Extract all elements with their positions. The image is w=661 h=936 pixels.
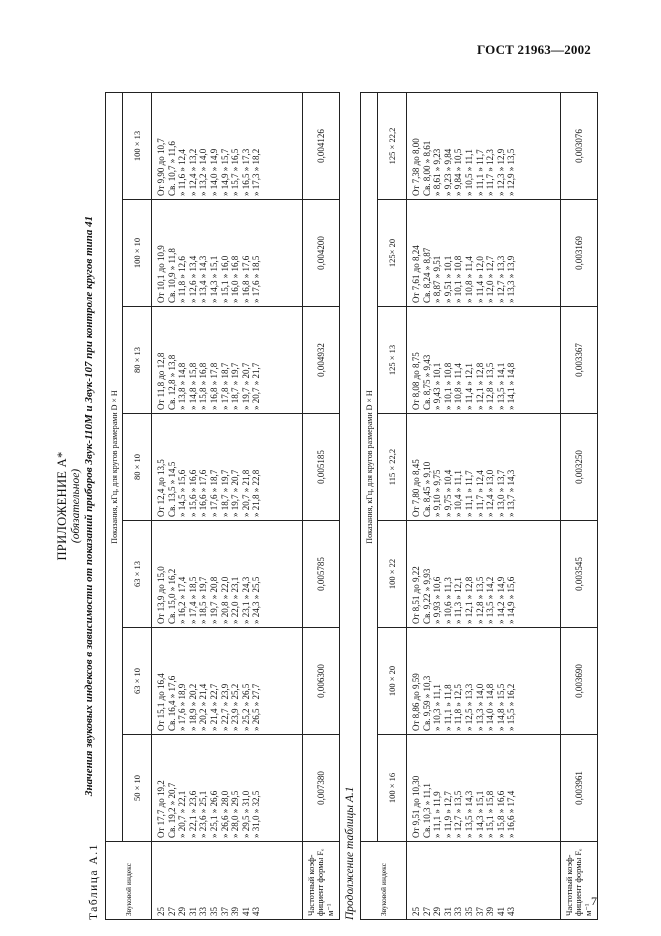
- reading-range: » 31,0 » 32,5: [251, 790, 262, 838]
- reading-range: От 8,08 до 8,75: [411, 352, 421, 410]
- coefficient-value: 0,007380: [303, 735, 340, 842]
- reading-range: » 16,8 » 17,8: [208, 362, 219, 410]
- reading-range: » 11,1 » 11,7: [463, 470, 474, 517]
- header-row: [361, 93, 378, 920]
- readings-column: [152, 307, 303, 414]
- reading-range: » 9,75 » 10,4: [442, 469, 453, 517]
- sound-index-values: [152, 842, 303, 920]
- header-row: [106, 93, 123, 920]
- readings-group-header: Показания, кГц, для кругов размерами D × H: [361, 93, 378, 842]
- reading-range: » 12,8 » 13,5: [474, 576, 485, 624]
- reading-range: » 11,4 » 12,0: [474, 256, 485, 303]
- reading-range: » 15,7 » 16,5: [230, 148, 241, 196]
- reading-range: Св. 10,9 » 11,8: [166, 248, 177, 303]
- reading-range: Св. 8,00 » 8,61: [421, 140, 432, 196]
- coefficient-value: 0,003690: [561, 628, 598, 735]
- sound-index-value: 37: [219, 907, 230, 916]
- reading-range: » 14,1 » 14,8: [506, 362, 517, 410]
- table-row: [407, 93, 561, 920]
- reading-range: » 10,4 » 11,1: [453, 470, 464, 517]
- reading-range: » 13,4 » 14,3: [198, 255, 209, 303]
- coefficient-value: 0,004126: [303, 93, 340, 200]
- readings-column: [152, 93, 303, 200]
- readings-column: [407, 93, 561, 200]
- reading-range: » 12,4 » 13,0: [485, 469, 496, 517]
- reading-range: » 13,7 » 14,3: [506, 469, 517, 517]
- reading-range: » 12,1 » 12,8: [474, 362, 485, 410]
- coefficient-value: 0,003367: [561, 307, 598, 414]
- sound-index-value: 27: [421, 907, 432, 916]
- reading-range: » 12,9 » 13,5: [506, 148, 517, 196]
- reading-range: » 15,8 » 16,6: [495, 790, 506, 838]
- wheel-size-header: 100 × 16: [378, 735, 407, 842]
- reading-range: » 17,3 » 18,2: [251, 148, 262, 196]
- appendix-note: (обязательное): [70, 468, 82, 544]
- sound-index-value: 25: [411, 907, 421, 916]
- reading-range: » 14,3 » 15,1: [474, 790, 485, 838]
- reading-range: » 19,7 » 20,7: [240, 362, 251, 410]
- reading-range: » 20,8 » 22,0: [219, 576, 230, 624]
- reading-range: » 13,8 » 14,8: [177, 362, 188, 410]
- coefficient-value: 0,005185: [303, 414, 340, 521]
- wheel-size-header: 80 × 13: [123, 307, 152, 414]
- reading-range: » 11,1 » 11,9: [432, 791, 443, 838]
- reading-range: » 23,1 » 24,3: [240, 576, 251, 624]
- reading-range: » 10,1 » 10,8: [442, 362, 453, 410]
- sound-index-value: 27: [166, 907, 177, 916]
- sound-index-table-continued: [360, 92, 598, 920]
- appendix-caption: Значения звуковых индексов в зависимости от показаний приборов Звук-110М и Звук-107 при контроле кругов типа 41: [83, 215, 95, 797]
- reading-range: » 11,6 » 12,4: [177, 149, 188, 196]
- reading-range: От 15,1 до 16,4: [156, 673, 166, 731]
- reading-range: » 11,1 » 11,8: [442, 684, 453, 731]
- sound-index-table: [105, 92, 340, 920]
- reading-range: » 16,8 » 17,6: [240, 255, 251, 303]
- reading-range: » 20,7 » 21,8: [240, 469, 251, 517]
- reading-range: » 16,6 » 17,6: [198, 469, 209, 517]
- readings-column: [407, 307, 561, 414]
- reading-range: » 26,6 » 28,0: [219, 790, 230, 838]
- sound-index-value: 33: [453, 907, 464, 916]
- sound-index-value: 29: [432, 907, 443, 916]
- wheel-size-header: 50 × 10: [123, 735, 152, 842]
- document-code: ГОСТ 21963—2002: [476, 42, 591, 57]
- reading-range: » 13,5 » 14,3: [463, 790, 474, 838]
- sound-index-value: 31: [442, 907, 453, 916]
- reading-range: » 15,5 » 16,2: [506, 683, 517, 731]
- readings-column: [407, 200, 561, 307]
- reading-range: » 18,7 » 19,7: [219, 469, 230, 517]
- reading-range: » 24,3 » 25,5: [251, 576, 262, 624]
- coefficient-value: 0,004200: [303, 200, 340, 307]
- wheel-size-header: 125 × 22,2: [378, 93, 407, 200]
- reading-range: » 11,9 » 12,7: [442, 791, 453, 838]
- size-header-row: [123, 93, 152, 920]
- reading-range: » 16,6 » 17,4: [506, 790, 517, 838]
- reading-range: » 13,5 » 14,2: [485, 576, 496, 624]
- reading-range: » 15,8 » 16,8: [198, 362, 209, 410]
- reading-range: Св. 15,0 » 16,2: [166, 568, 177, 624]
- reading-range: » 18,7 » 19,7: [230, 362, 241, 410]
- reading-range: Св. 10,7 » 11,6: [166, 141, 177, 196]
- reading-range: » 19,7 » 20,8: [208, 576, 219, 624]
- reading-range: » 8,61 » 9,23: [432, 148, 443, 196]
- reading-range: » 14,9 » 15,6: [506, 576, 517, 624]
- reading-range: От 7,61 до 8,24: [411, 245, 421, 303]
- wheel-size-header: 100 × 13: [123, 93, 152, 200]
- sound-index-value: 35: [463, 907, 474, 916]
- reading-range: » 10,3 » 11,1: [432, 684, 443, 731]
- reading-range: Св. 8,75 » 9,43: [421, 354, 432, 410]
- coefficient-value: 0,003250: [561, 414, 598, 521]
- reading-range: » 22,0 » 23,1: [230, 576, 241, 624]
- reading-range: » 9,23 » 9,84: [442, 148, 453, 196]
- reading-range: Св. 19,2 » 20,7: [166, 782, 177, 838]
- wheel-size-header: 80 × 10: [123, 414, 152, 521]
- table-row: [152, 93, 303, 920]
- reading-range: » 13,3 » 13,9: [506, 255, 517, 303]
- reading-range: » 13,5 » 14,1: [495, 362, 506, 410]
- sound-index-value: 41: [240, 907, 251, 916]
- readings-column: [152, 200, 303, 307]
- reading-range: » 14,0 » 14,8: [485, 683, 496, 731]
- wheel-size-header: 125× 20: [378, 200, 407, 307]
- sound-index-value: 37: [474, 907, 485, 916]
- reading-range: » 25,1 » 26,6: [208, 790, 219, 838]
- reading-range: » 20,7 » 21,7: [251, 362, 262, 410]
- reading-range: » 14,5 » 15,6: [177, 469, 188, 517]
- reading-range: От 11,8 до 12,8: [156, 352, 166, 410]
- reading-range: » 29,5 » 31,0: [240, 790, 251, 838]
- reading-range: » 17,6 » 18,7: [208, 469, 219, 517]
- reading-range: » 15,1 » 16,0: [219, 255, 230, 303]
- sound-index-value: 35: [208, 907, 219, 916]
- readings-column: [407, 414, 561, 521]
- reading-range: » 10,6 » 11,3: [442, 577, 453, 624]
- reading-range: » 11,4 » 12,1: [463, 363, 474, 410]
- reading-range: » 11,7 » 12,3: [485, 149, 496, 196]
- reading-range: Св. 13,5 » 14,5: [166, 461, 177, 517]
- coefficient-value: 0,003076: [561, 93, 598, 200]
- reading-range: » 16,5 » 17,3: [240, 148, 251, 196]
- reading-range: От 7,80 до 8,45: [411, 459, 421, 517]
- reading-range: » 11,8 » 12,5: [453, 684, 464, 731]
- reading-range: » 12,1 » 12,8: [463, 576, 474, 624]
- reading-range: » 10,8 » 11,4: [453, 363, 464, 410]
- reading-range: » 14,0 » 14,9: [208, 148, 219, 196]
- coefficient-value: 0,005785: [303, 521, 340, 628]
- coefficient-label: Частотный коэф-фициент формы Fₑ м⁻¹: [561, 842, 598, 920]
- reading-range: » 10,8 » 11,4: [463, 256, 474, 303]
- readings-column: [407, 521, 561, 628]
- reading-range: » 14,2 » 14,9: [495, 576, 506, 624]
- reading-range: Св. 9,59 » 10,3: [421, 675, 432, 731]
- wheel-size-header: 63 × 13: [123, 521, 152, 628]
- reading-range: От 10,1 до 10,9: [156, 245, 166, 303]
- sound-index-value: 31: [187, 907, 198, 916]
- readings-column: [152, 628, 303, 735]
- coefficient-value: 0,003545: [561, 521, 598, 628]
- reading-range: » 22,7 » 23,9: [219, 683, 230, 731]
- sound-index-value: 25: [156, 907, 166, 916]
- readings-column: [152, 521, 303, 628]
- reading-range: » 14,9 » 15,7: [219, 148, 230, 196]
- reading-range: » 12,7 » 13,3: [495, 255, 506, 303]
- wheel-size-header: 63 × 10: [123, 628, 152, 735]
- reading-range: » 11,8 » 12,6: [177, 256, 188, 303]
- reading-range: Св. 8,24 » 8,87: [421, 247, 432, 303]
- wheel-size-header: 100 × 20: [378, 628, 407, 735]
- reading-range: » 16,0 » 16,8: [230, 255, 241, 303]
- sound-index-value: 39: [485, 907, 496, 916]
- reading-range: » 12,0 » 12,7: [485, 255, 496, 303]
- reading-range: Св. 9,22 » 9,93: [421, 568, 432, 624]
- reading-range: » 14,3 » 15,1: [208, 255, 219, 303]
- sound-index-value: 39: [230, 907, 241, 916]
- coefficient-row: [561, 93, 598, 920]
- reading-range: » 9,51 » 10,1: [442, 255, 453, 303]
- reading-range: » 16,2 » 17,4: [177, 576, 188, 624]
- reading-range: » 20,2 » 21,4: [198, 683, 209, 731]
- reading-range: » 12,8 » 13,5: [485, 362, 496, 410]
- readings-column: [152, 414, 303, 521]
- sound-index-header: Звуковой индекс: [106, 842, 152, 920]
- reading-range: » 10,1 » 10,8: [453, 255, 464, 303]
- reading-range: » 17,6 » 18,5: [251, 255, 262, 303]
- reading-range: » 21,4 » 22,7: [208, 683, 219, 731]
- coefficient-row: [303, 93, 340, 920]
- reading-range: » 12,6 » 13,4: [187, 255, 198, 303]
- page-number: 7: [591, 894, 597, 908]
- reading-range: От 12,4 до 13,5: [156, 459, 166, 517]
- reading-range: » 12,4 » 13,2: [187, 148, 198, 196]
- wheel-size-header: 100 × 10: [123, 200, 152, 307]
- reading-range: От 9,90 до 10,7: [156, 138, 166, 196]
- reading-range: » 26,5 » 27,7: [251, 683, 262, 731]
- reading-range: » 13,0 » 13,7: [495, 469, 506, 517]
- reading-range: » 9,43 » 10,1: [432, 362, 443, 410]
- reading-range: От 7,38 до 8,00: [411, 138, 421, 196]
- readings-column: [152, 735, 303, 842]
- coefficient-value: 0,004932: [303, 307, 340, 414]
- reading-range: Св. 16,4 » 17,6: [166, 675, 177, 731]
- reading-range: » 13,2 » 14,0: [198, 148, 209, 196]
- reading-range: » 9,84 » 10,5: [453, 148, 464, 196]
- readings-group-header: Показания, кГц, для кругов размерами D × H: [106, 93, 123, 842]
- reading-range: » 23,9 » 25,2: [230, 683, 241, 731]
- coefficient-value: 0,003169: [561, 200, 598, 307]
- reading-range: » 18,5 » 19,7: [198, 576, 209, 624]
- reading-range: » 13,3 » 14,0: [474, 683, 485, 731]
- reading-range: » 18,9 » 20,2: [187, 683, 198, 731]
- table-continuation-label: Продолжение таблицы А.1: [344, 786, 356, 920]
- reading-range: » 25,2 » 26,5: [240, 683, 251, 731]
- sound-index-value: 33: [198, 907, 209, 916]
- coefficient-value: 0,003961: [561, 735, 598, 842]
- sound-index-header: Звуковой индекс: [361, 842, 407, 920]
- reading-range: » 11,7 » 12,4: [474, 470, 485, 517]
- reading-range: Св. 12,8 » 13,8: [166, 354, 177, 410]
- reading-range: » 22,1 » 23,6: [187, 790, 198, 838]
- sound-index-value: 43: [251, 907, 262, 916]
- reading-range: От 9,51 до 10,30: [411, 775, 421, 838]
- reading-range: От 8,51 до 9,22: [411, 566, 421, 624]
- readings-column: [407, 628, 561, 735]
- reading-range: » 12,5 » 13,3: [463, 683, 474, 731]
- appendix-title: ПРИЛОЖЕНИЕ А*: [55, 451, 69, 561]
- reading-range: » 17,6 » 18,9: [177, 683, 188, 731]
- reading-range: » 9,10 » 9,75: [432, 469, 443, 517]
- readings-column: [407, 735, 561, 842]
- sound-index-value: 43: [506, 907, 517, 916]
- wheel-size-header: 125 × 13: [378, 307, 407, 414]
- reading-range: » 11,1 » 11,7: [474, 149, 485, 196]
- reading-range: » 17,8 » 18,7: [219, 362, 230, 410]
- reading-range: » 17,4 » 18,5: [187, 576, 198, 624]
- coefficient-label: Частотный коэф-фициент формы Fₑ м⁻¹: [303, 842, 340, 920]
- wheel-size-header: 100 × 22: [378, 521, 407, 628]
- reading-range: Св. 10,3 » 11,1: [421, 783, 432, 838]
- reading-range: » 9,93 » 10,6: [432, 576, 443, 624]
- wheel-size-header: 115 × 22,2: [378, 414, 407, 521]
- size-header-row: [378, 93, 407, 920]
- table-label: Таблица А.1: [88, 843, 100, 920]
- reading-range: » 8,87 » 9,51: [432, 255, 443, 303]
- sound-index-value: 41: [495, 907, 506, 916]
- reading-range: От 8,86 до 9,59: [411, 673, 421, 731]
- reading-range: От 17,7 до 19,2: [156, 780, 166, 838]
- reading-range: Св. 8,45 » 9,10: [421, 461, 432, 517]
- reading-range: » 12,7 » 13,5: [453, 790, 464, 838]
- reading-range: » 12,3 » 12,9: [495, 148, 506, 196]
- reading-range: » 20,7 » 22,1: [177, 790, 188, 838]
- reading-range: » 23,6 » 25,1: [198, 790, 209, 838]
- reading-range: » 11,3 » 12,1: [453, 577, 464, 624]
- reading-range: » 15,6 » 16,6: [187, 469, 198, 517]
- reading-range: От 13,9 до 15,0: [156, 566, 166, 624]
- sound-index-values: [407, 842, 561, 920]
- reading-range: » 28,0 » 29,5: [230, 790, 241, 838]
- reading-range: » 15,1 » 15,8: [485, 790, 496, 838]
- reading-range: » 21,8 » 22,8: [251, 469, 262, 517]
- reading-range: » 14,8 » 15,5: [495, 683, 506, 731]
- reading-range: » 19,7 » 20,7: [230, 469, 241, 517]
- reading-range: » 10,5 » 11,1: [463, 149, 474, 196]
- sound-index-value: 29: [177, 907, 188, 916]
- coefficient-value: 0,006300: [303, 628, 340, 735]
- rotated-content: [52, 92, 602, 920]
- reading-range: » 14,8 » 15,8: [187, 362, 198, 410]
